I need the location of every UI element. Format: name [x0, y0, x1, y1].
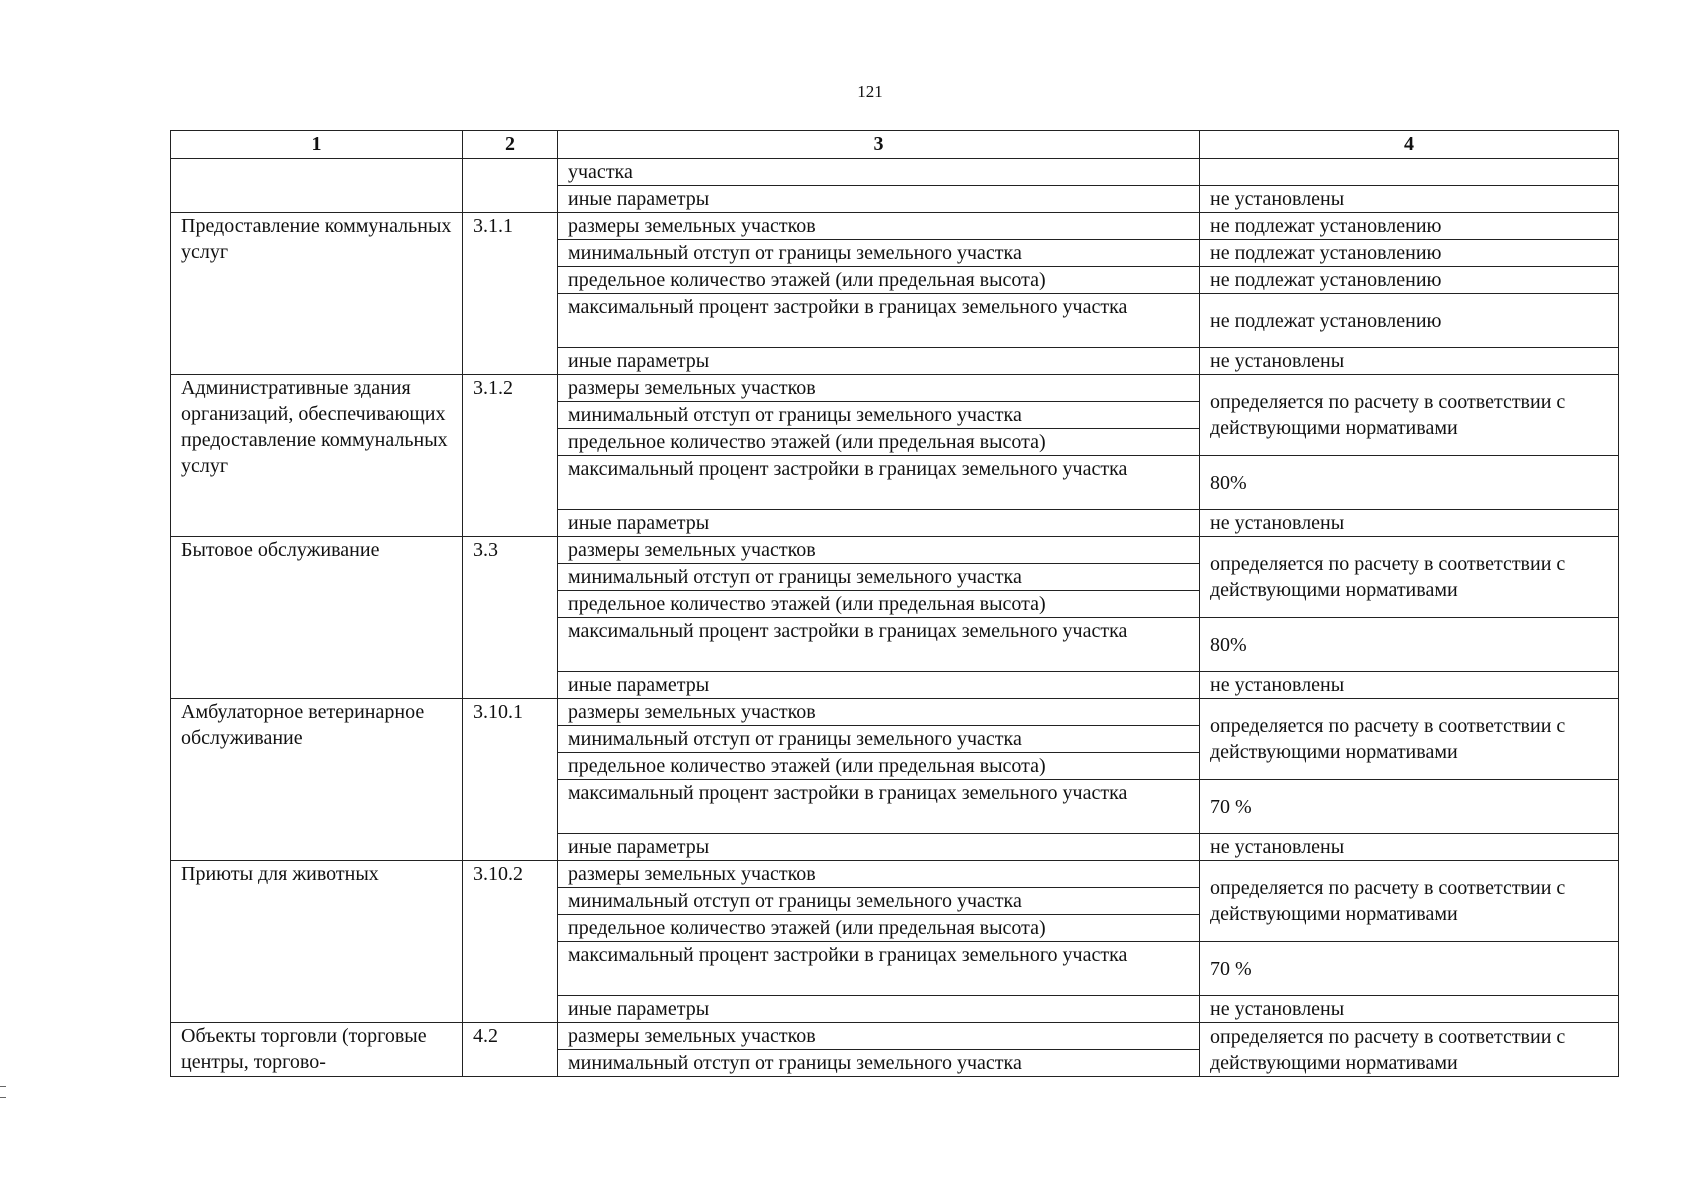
header-row — [171, 131, 1619, 159]
param-cell: иные параметры — [558, 834, 1200, 861]
param-cell: иные параметры — [558, 672, 1200, 699]
header-col-1: 1 — [171, 131, 463, 159]
param-cell: предельное количество этажей (или предельная высота) — [558, 915, 1200, 942]
value-cell: не установлены — [1200, 834, 1619, 861]
value-cell: определяется по расчету в соответствии с действующими нормативами — [1200, 537, 1619, 618]
use-name-cell: Предоставление коммунальных услуг — [171, 213, 463, 375]
use-code-cell: 3.10.1 — [463, 699, 558, 861]
value-cell: не установлены — [1200, 186, 1619, 213]
param-cell: размеры земельных участков — [558, 537, 1200, 564]
param-cell: максимальный процент застройки в границах земельного участка — [558, 780, 1200, 834]
table-row — [171, 861, 1619, 888]
param-cell: минимальный отступ от границы земельного участка — [558, 726, 1200, 753]
param-cell: максимальный процент застройки в границах земельного участка — [558, 294, 1200, 348]
param-cell: максимальный процент застройки в границах земельного участка — [558, 456, 1200, 510]
use-code-cell: 4.2 — [463, 1023, 558, 1077]
value-cell: не подлежат установлению — [1200, 267, 1619, 294]
value-cell: не установлены — [1200, 996, 1619, 1023]
value-cell: не установлены — [1200, 348, 1619, 375]
value-cell: не подлежат установлению — [1200, 294, 1619, 348]
use-name-cell — [171, 159, 463, 213]
param-cell: минимальный отступ от границы земельного участка — [558, 1050, 1200, 1077]
param-cell: размеры земельных участков — [558, 699, 1200, 726]
use-code-cell: 3.10.2 — [463, 861, 558, 1023]
table-row — [171, 699, 1619, 726]
param-cell: максимальный процент застройки в границах земельного участка — [558, 942, 1200, 996]
header-col-3: 3 — [558, 131, 1200, 159]
value-cell: 80% — [1200, 618, 1619, 672]
table-row — [171, 159, 1619, 186]
use-code-cell — [463, 159, 558, 213]
value-cell: 70 % — [1200, 942, 1619, 996]
param-cell: иные параметры — [558, 510, 1200, 537]
use-name-cell: Приюты для животных — [171, 861, 463, 1023]
value-cell: определяется по расчету в соответствии с действующими нормативами — [1200, 861, 1619, 942]
table-row — [171, 375, 1619, 402]
param-cell: размеры земельных участков — [558, 861, 1200, 888]
param-cell: предельное количество этажей (или предельная высота) — [558, 267, 1200, 294]
param-cell: размеры земельных участков — [558, 213, 1200, 240]
param-cell: предельное количество этажей (или предельная высота) — [558, 591, 1200, 618]
param-cell: иные параметры — [558, 348, 1200, 375]
value-cell: определяется по расчету в соответствии с действующими нормативами — [1200, 699, 1619, 780]
value-cell: определяется по расчету в соответствии с действующими нормативами — [1200, 1023, 1619, 1077]
param-cell: максимальный процент застройки в границах земельного участка — [558, 618, 1200, 672]
param-cell: минимальный отступ от границы земельного участка — [558, 564, 1200, 591]
use-code-cell: 3.1.1 — [463, 213, 558, 375]
use-code-cell: 3.3 — [463, 537, 558, 699]
table-row — [171, 537, 1619, 564]
value-cell: 80% — [1200, 456, 1619, 510]
param-cell: предельное количество этажей (или предельная высота) — [558, 429, 1200, 456]
use-code-cell: 3.1.2 — [463, 375, 558, 537]
value-cell: не установлены — [1200, 672, 1619, 699]
value-cell: не установлены — [1200, 510, 1619, 537]
zoning-parameters-table — [170, 130, 1619, 1077]
param-cell: минимальный отступ от границы земельного участка — [558, 888, 1200, 915]
page-number: 121 — [857, 82, 883, 101]
value-cell: 70 % — [1200, 780, 1619, 834]
table-row — [171, 1023, 1619, 1050]
value-cell: не подлежат установлению — [1200, 213, 1619, 240]
param-cell: размеры земельных участков — [558, 1023, 1200, 1050]
header-col-2: 2 — [463, 131, 558, 159]
use-name-cell: Объекты торговли (торговые центры, торгово- — [171, 1023, 463, 1077]
param-cell: размеры земельных участков — [558, 375, 1200, 402]
param-cell: участка — [558, 159, 1200, 186]
param-cell: предельное количество этажей (или предельная высота) — [558, 753, 1200, 780]
use-name-cell: Амбулаторное ветеринарное обслуживание — [171, 699, 463, 861]
scan-edge-mark — [0, 1086, 6, 1098]
param-cell: минимальный отступ от границы земельного участка — [558, 240, 1200, 267]
param-cell: минимальный отступ от границы земельного участка — [558, 402, 1200, 429]
use-name-cell: Бытовое обслуживание — [171, 537, 463, 699]
header-col-4: 4 — [1200, 131, 1619, 159]
table-row — [171, 213, 1619, 240]
use-name-cell: Административные здания организаций, обеспечивающих предоставление коммунальных услуг — [171, 375, 463, 537]
value-cell — [1200, 159, 1619, 186]
value-cell: определяется по расчету в соответствии с действующими нормативами — [1200, 375, 1619, 456]
value-cell: не подлежат установлению — [1200, 240, 1619, 267]
param-cell: иные параметры — [558, 996, 1200, 1023]
param-cell: иные параметры — [558, 186, 1200, 213]
